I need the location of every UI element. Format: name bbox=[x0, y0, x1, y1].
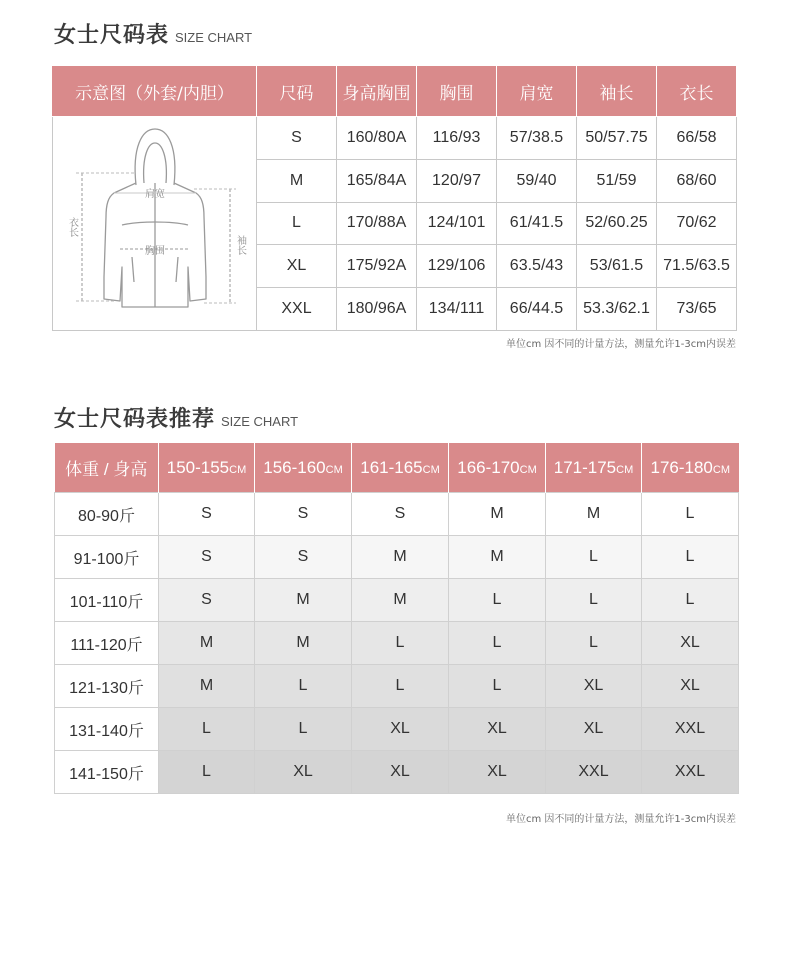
height-chest-cell: 175/92A bbox=[337, 245, 417, 288]
size-cell: M bbox=[159, 665, 255, 708]
header-size: 尺码 bbox=[257, 66, 337, 117]
size-cell: M bbox=[255, 579, 352, 622]
diagram-label-chest: 胸围 bbox=[144, 246, 165, 257]
size-cell: M bbox=[352, 579, 449, 622]
measurement-note: 单位cm 因不同的计量方法，测量允许1-3cm内误差 bbox=[506, 814, 736, 825]
recommendation-table bbox=[54, 443, 739, 794]
size-cell: L bbox=[159, 708, 255, 751]
shoulder-cell: 61/41.5 bbox=[497, 202, 577, 245]
diagram-label-shoulder: 肩宽 bbox=[144, 189, 165, 200]
header-diagram: 示意图（外套/内胆） bbox=[53, 66, 257, 117]
size-cell: S bbox=[352, 493, 449, 536]
diagram-label-sleeve: 袖长 bbox=[234, 235, 245, 255]
header-height-range: 176-180CM bbox=[642, 443, 739, 493]
header-height-range: 161-165CM bbox=[352, 443, 449, 493]
size-cell: L bbox=[449, 665, 546, 708]
size-cell: S bbox=[159, 579, 255, 622]
size-cell: L bbox=[352, 665, 449, 708]
size-cell: L bbox=[159, 751, 255, 794]
size-cell: L bbox=[642, 536, 739, 579]
table-row bbox=[55, 536, 739, 579]
size-cell: XL bbox=[449, 751, 546, 794]
size-cell: S bbox=[159, 493, 255, 536]
size-cell: XL bbox=[255, 751, 352, 794]
recommendation-header-row bbox=[55, 443, 739, 493]
size-cell: XL bbox=[642, 622, 739, 665]
size-cell: M bbox=[255, 622, 352, 665]
shoulder-cell: 59/40 bbox=[497, 159, 577, 202]
header-chest: 胸围 bbox=[417, 66, 497, 117]
size-cell: L bbox=[255, 665, 352, 708]
header-weight-height: 体重 / 身高 bbox=[55, 443, 159, 493]
size-cell: XL bbox=[352, 751, 449, 794]
size-chart-title-en: SIZE CHART bbox=[175, 30, 253, 45]
size-cell: L bbox=[546, 579, 642, 622]
size-cell: XXL bbox=[642, 751, 739, 794]
shoulder-cell: 57/38.5 bbox=[497, 117, 577, 160]
size-chart-header-row bbox=[53, 66, 737, 117]
table-row bbox=[55, 708, 739, 751]
size-cell: L bbox=[255, 708, 352, 751]
recommendation-title-en: SIZE CHART bbox=[221, 414, 299, 429]
chest-cell: 116/93 bbox=[417, 117, 497, 160]
sleeve-cell: 52/60.25 bbox=[577, 202, 657, 245]
length-cell: 68/60 bbox=[657, 159, 737, 202]
size-cell: S bbox=[257, 117, 337, 160]
weight-cell: 111-120斤 bbox=[55, 622, 159, 665]
size-cell: L bbox=[546, 536, 642, 579]
chest-cell: 129/106 bbox=[417, 245, 497, 288]
chest-cell: 120/97 bbox=[417, 159, 497, 202]
jacket-diagram bbox=[53, 117, 257, 331]
size-cell: L bbox=[352, 622, 449, 665]
header-height-range: 150-155CM bbox=[159, 443, 255, 493]
table-row bbox=[55, 622, 739, 665]
recommendation-title-cn: 女士尺码表推荐 bbox=[54, 407, 216, 432]
size-cell: S bbox=[255, 536, 352, 579]
header-height-range: 166-170CM bbox=[449, 443, 546, 493]
size-cell: M bbox=[257, 159, 337, 202]
shoulder-cell: 63.5/43 bbox=[497, 245, 577, 288]
size-cell: L bbox=[257, 202, 337, 245]
size-chart-title-cn: 女士尺码表 bbox=[54, 23, 170, 48]
table-row bbox=[53, 117, 737, 160]
table-row bbox=[55, 579, 739, 622]
length-cell: 70/62 bbox=[657, 202, 737, 245]
length-cell: 71.5/63.5 bbox=[657, 245, 737, 288]
chest-cell: 134/111 bbox=[417, 288, 497, 331]
size-cell: XL bbox=[257, 245, 337, 288]
size-cell: M bbox=[449, 536, 546, 579]
header-shoulder: 肩宽 bbox=[497, 66, 577, 117]
table-row bbox=[55, 493, 739, 536]
weight-cell: 101-110斤 bbox=[55, 579, 159, 622]
jacket-diagram-icon bbox=[54, 117, 256, 325]
sleeve-cell: 53/61.5 bbox=[577, 245, 657, 288]
table-row bbox=[55, 665, 739, 708]
weight-cell: 91-100斤 bbox=[55, 536, 159, 579]
height-chest-cell: 180/96A bbox=[337, 288, 417, 331]
size-cell: L bbox=[449, 579, 546, 622]
size-cell: XL bbox=[546, 708, 642, 751]
sleeve-cell: 50/57.75 bbox=[577, 117, 657, 160]
size-cell: M bbox=[159, 622, 255, 665]
size-cell: XL bbox=[642, 665, 739, 708]
weight-cell: 141-150斤 bbox=[55, 751, 159, 794]
header-height-range: 171-175CM bbox=[546, 443, 642, 493]
length-cell: 73/65 bbox=[657, 288, 737, 331]
size-chart-table bbox=[52, 65, 737, 331]
size-cell: S bbox=[159, 536, 255, 579]
size-cell: M bbox=[352, 536, 449, 579]
size-cell: L bbox=[642, 493, 739, 536]
header-length: 衣长 bbox=[657, 66, 737, 117]
height-chest-cell: 170/88A bbox=[337, 202, 417, 245]
size-cell: L bbox=[449, 622, 546, 665]
size-cell: XL bbox=[352, 708, 449, 751]
size-cell: XXL bbox=[642, 708, 739, 751]
table-row bbox=[55, 751, 739, 794]
size-cell: XXL bbox=[257, 288, 337, 331]
height-chest-cell: 160/80A bbox=[337, 117, 417, 160]
chest-cell: 124/101 bbox=[417, 202, 497, 245]
measurement-note: 单位cm 因不同的计量方法，测量允许1-3cm内误差 bbox=[506, 339, 736, 350]
weight-cell: 121-130斤 bbox=[55, 665, 159, 708]
sleeve-cell: 53.3/62.1 bbox=[577, 288, 657, 331]
diagram-label-length: 衣长 bbox=[66, 217, 77, 237]
size-cell: XL bbox=[449, 708, 546, 751]
size-cell: S bbox=[255, 493, 352, 536]
height-chest-cell: 165/84A bbox=[337, 159, 417, 202]
header-height-range: 156-160CM bbox=[255, 443, 352, 493]
size-chart-title bbox=[54, 18, 252, 49]
length-cell: 66/58 bbox=[657, 117, 737, 160]
size-cell: M bbox=[546, 493, 642, 536]
weight-cell: 80-90斤 bbox=[55, 493, 159, 536]
header-height-chest: 身高胸围 bbox=[337, 66, 417, 117]
size-cell: XL bbox=[546, 665, 642, 708]
size-cell: L bbox=[546, 622, 642, 665]
size-cell: XXL bbox=[546, 751, 642, 794]
weight-cell: 131-140斤 bbox=[55, 708, 159, 751]
sleeve-cell: 51/59 bbox=[577, 159, 657, 202]
shoulder-cell: 66/44.5 bbox=[497, 288, 577, 331]
header-sleeve: 袖长 bbox=[577, 66, 657, 117]
recommendation-title bbox=[54, 402, 298, 433]
size-cell: M bbox=[449, 493, 546, 536]
size-cell: L bbox=[642, 579, 739, 622]
